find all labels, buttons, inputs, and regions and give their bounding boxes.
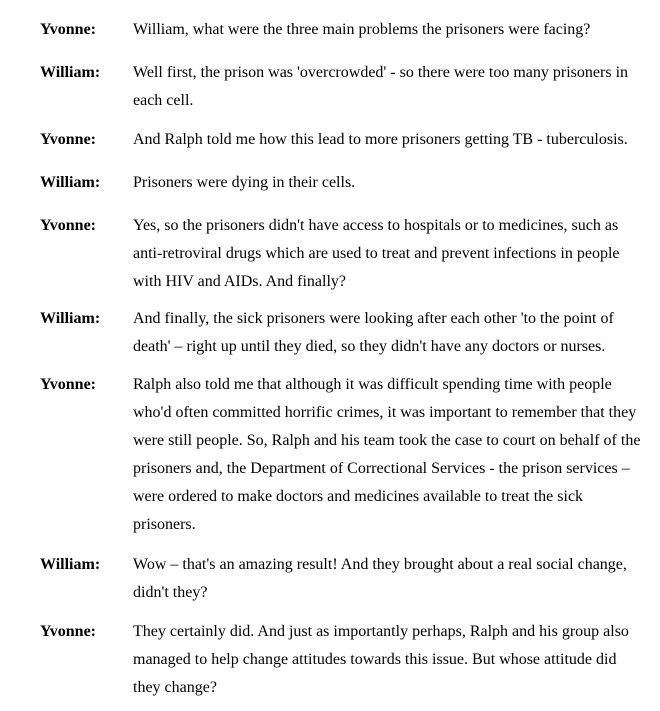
dialogue-line: with HIV and AIDs. And finally? — [133, 273, 347, 290]
dialogue-line: Wow – that's an amazing result! And they brought about a real social change, — [133, 556, 627, 573]
speaker-name: William: — [40, 174, 101, 191]
speaker-name: William: — [40, 310, 101, 327]
dialogue-line: Ralph also told me that although it was difficult spending time with people — [133, 376, 612, 393]
speaker-name: Yvonne: — [40, 376, 97, 393]
speaker-name: Yvonne: — [40, 217, 97, 234]
dialogue-line: who'd often committed horrific crimes, it was important to remember that they — [133, 404, 637, 421]
speaker-name: Yvonne: — [40, 623, 97, 640]
speaker-name: Yvonne: — [40, 131, 97, 148]
dialogue-line: were ordered to make doctors and medicines available to treat the sick — [133, 488, 584, 505]
dialogue-line: were still people. So, Ralph and his team took the case to court on behalf of the — [133, 432, 641, 449]
dialogue-line: prisoners. — [133, 516, 196, 533]
dialogue-line: Yes, so the prisoners didn't have access to hospitals or to medicines, such as — [133, 217, 619, 234]
speaker-name: William: — [40, 556, 101, 573]
dialogue-line: didn't they? — [133, 584, 208, 601]
dialogue-line: managed to help change attitudes towards this issue. But whose attitude did — [133, 651, 617, 668]
dialogue-line: William, what were the three main problems the prisoners were facing? — [133, 21, 591, 38]
dialogue-line: And finally, the sick prisoners were looking after each other 'to the point of — [133, 310, 614, 327]
dialogue-line: And Ralph told me how this lead to more prisoners getting TB - tuberculosis. — [133, 131, 628, 148]
dialogue-line: each cell. — [133, 92, 194, 109]
dialogue-line: anti-retroviral drugs which are used to treat and prevent infections in people — [133, 245, 620, 262]
dialogue-line: Well first, the prison was 'overcrowded' - so there were too many prisoners in — [133, 64, 629, 81]
dialogue-line: they change? — [133, 679, 217, 696]
dialogue-line: prisoners and, the Department of Correctional Services - the prison services – — [133, 460, 630, 477]
speaker-name: Yvonne: — [40, 21, 97, 38]
dialogue-line: death' – right up until they died, so they didn't have any doctors or nurses. — [133, 338, 606, 355]
speaker-name: William: — [40, 64, 101, 81]
dialogue-line: Prisoners were dying in their cells. — [133, 174, 356, 191]
dialogue-line: They certainly did. And just as importantly perhaps, Ralph and his group also — [133, 623, 629, 640]
